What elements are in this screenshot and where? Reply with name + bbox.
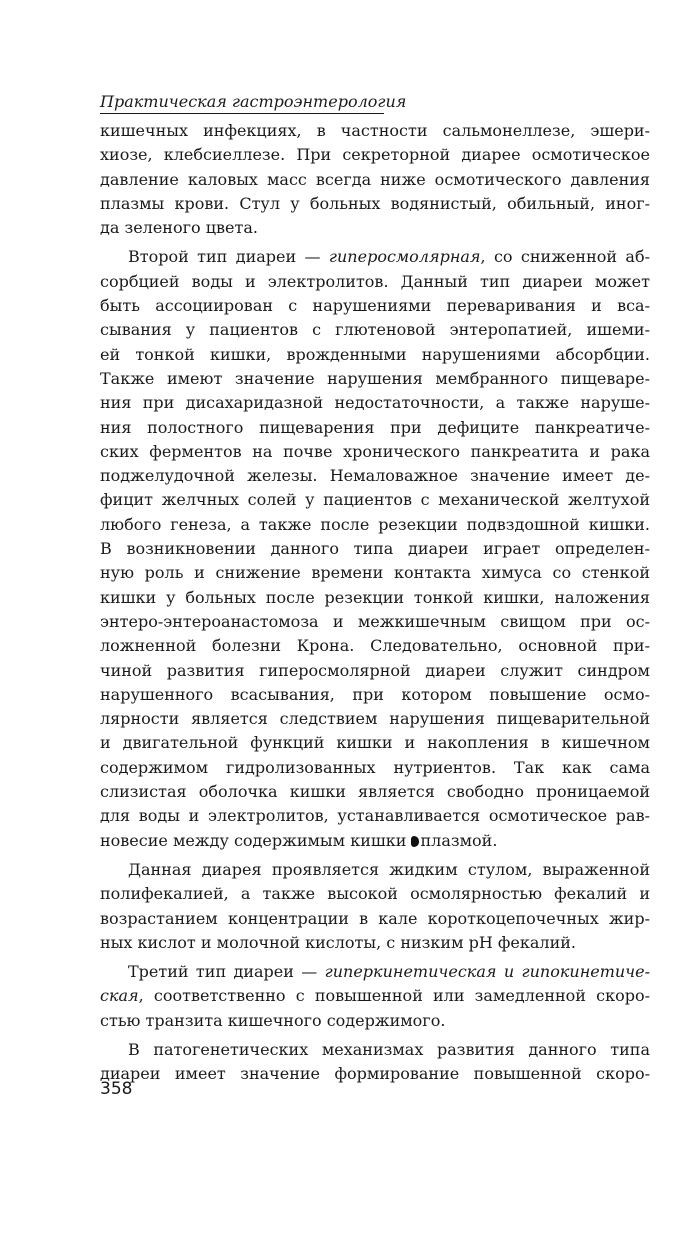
- text-line: стью транзита кишечного содержимого.: [100, 1010, 446, 1030]
- paragraph: [100, 119, 650, 240]
- paragraph: [100, 245, 650, 852]
- text-line: ей тонкой кишки, врожденными нарушениями абсорбции.: [100, 344, 650, 364]
- text-line: сорбцией воды и электролитов. Данный тип диареи может: [100, 271, 650, 291]
- text-line: [100, 984, 650, 1008]
- text-line: и двигательной функций кишки и накопления в кишечном: [100, 733, 650, 753]
- text-line: Данная диарея проявляется жидким стулом, выраженной: [128, 859, 650, 879]
- text-run: , со сниженной аб-: [480, 247, 650, 267]
- text-run: плазмой.: [420, 830, 498, 850]
- text-line: плазмы крови. Стул у больных водянистый, обильный, иног-: [100, 193, 650, 213]
- body-text: [100, 119, 650, 1087]
- text-line: кишечных инфекциях, в частности сальмонеллезе, эшери-: [100, 121, 650, 140]
- text-line: чиной развития гиперосмолярной диареи служит синдром: [100, 660, 650, 680]
- paragraph: [100, 858, 650, 955]
- page-number: 358: [100, 1079, 133, 1099]
- text-line: сывания у пациентов с глютеновой энтеропатией, ишеми-: [100, 320, 650, 340]
- italic-term: гиперкинетическая и гипокинетиче-: [324, 962, 650, 982]
- paragraph: [100, 1038, 650, 1087]
- text-line: для воды и электролитов, устанавливается осмотическое рав-: [100, 806, 650, 826]
- text-line: В патогенетических механизмах развития данного типа: [128, 1039, 650, 1059]
- text-line: возрастанием концентрации в кале короткоцепочечных жир-: [100, 908, 650, 928]
- text-run: , соответственно с повышенной или замедленной скоро-: [138, 986, 650, 1006]
- text-line: хиозе, клебсиеллезе. При секреторной диарее осмотическое: [100, 145, 650, 165]
- text-line: нарушенного всасывания, при котором повышение осмо-: [100, 684, 650, 704]
- text-line: ния при дисахаридазной недостаточности, а также наруше-: [100, 393, 650, 413]
- italic-term: ская: [100, 986, 139, 1006]
- header-rule: [100, 113, 384, 114]
- text-line: энтеро-энтероанастомоза и межкишечным свищом при ос-: [100, 611, 650, 631]
- text-line: [100, 245, 650, 269]
- text-line: В возникновении данного типа диареи играет определен-: [100, 539, 650, 559]
- text-run: новесие между содержимым кишки: [100, 830, 412, 850]
- text-line: [100, 829, 650, 853]
- text-line: диареи имеет значение формирование повышенной скоро-: [100, 1064, 650, 1084]
- text-line: слизистая оболочка кишки является свободно проницаемой: [100, 782, 650, 802]
- text-line: содержимом гидролизованных нутриентов. Так как сама: [100, 757, 650, 777]
- text-run: Третий тип диареи —: [128, 962, 325, 982]
- text-line: ния полостного пищеварения при дефиците панкреатиче-: [100, 417, 650, 437]
- text-line: да зеленого цвета.: [100, 218, 258, 238]
- text-line: кишки у больных после резекции тонкой кишки, наложения: [100, 587, 650, 607]
- text-line: давление каловых масс всегда ниже осмотического давления: [100, 169, 650, 189]
- text-line: поджелудочной железы. Немаловажное значение имеет де-: [100, 466, 650, 486]
- text-line: полифекалией, а также высокой осмолярностью фекалий и: [100, 884, 650, 904]
- ink-blot-mark: [411, 836, 419, 847]
- text-line: ложненной болезни Крона. Следовательно, основной при-: [100, 636, 650, 656]
- text-line: Также имеют значение нарушения мембранного пищеваре-: [100, 368, 650, 388]
- text-line: любого генеза, а также после резекции подвздошной кишки.: [100, 514, 650, 534]
- text-line: [100, 960, 650, 984]
- text-line: быть ассоциирован с нарушениями переваривания и вса-: [100, 296, 650, 316]
- text-line: фицит желчных солей у пациентов с механической желтухой: [100, 490, 650, 510]
- paragraph: [100, 960, 650, 1033]
- running-header: Практическая гастроэнтерология: [100, 92, 407, 111]
- text-line: ских ферментов на почве хронического панкреатита и рака: [100, 441, 650, 461]
- text-line: ных кислот и молочной кислоты, с низким pH фекалий.: [100, 932, 576, 952]
- text-line: ную роль и снижение времени контакта химуса со стенкой: [100, 563, 650, 583]
- text-run: Второй тип диареи —: [128, 247, 329, 267]
- italic-term: гиперосмолярная: [328, 247, 481, 267]
- text-line: лярности является следствием нарушения пищеварительной: [100, 709, 650, 729]
